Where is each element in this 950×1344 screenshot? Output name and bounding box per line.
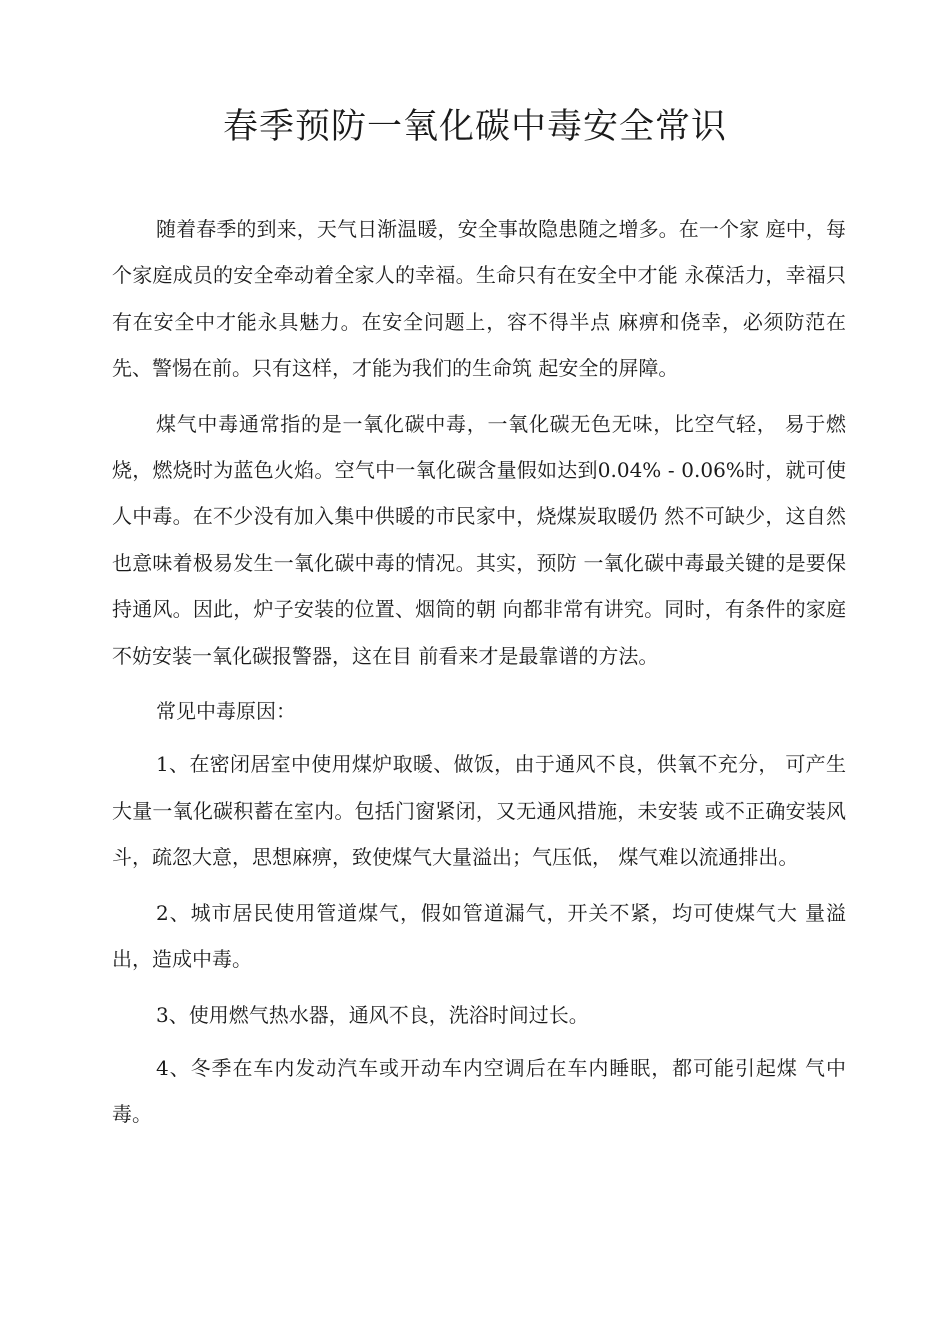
document-body [112,206,846,1147]
cause-item-4: 4、冬季在车内发动汽车或开动车内空调后在车内睡眠，都可能引起煤 气中毒。 [112,1055,846,1127]
section-heading-causes: 常见中毒原因： [156,699,296,724]
cause-item-3: 3、使用燃气热水器，通风不良，洗浴时间过长。 [156,1002,589,1027]
paragraph-co-poisoning: 煤气中毒通常指的是一氧化碳中毒，一氧化碳无色无味，比空气轻， 易于燃烧，燃烧时为蓝色火焰。空气中一氧化碳含量假如达到0.04% - 0.06%时，就可使人中毒。在不少没有加入集中供暖的市民家中，烧煤炭取暖仍 然不可缺少，这自然也意味着极易发生一氧化碳中毒的情况。其实，预防 一氧化碳中毒最关键的是要保持通风。因此，炉子安装的位置、烟筒的朝 向都非常有讲究。同时，有条件的家庭不妨安装一氧化碳报警器，这在目 前看来才是最靠谱的方法。 [112,411,846,668]
document-title: 春季预防一氧化碳中毒安全常识 [222,107,727,147]
cause-item-1: 1、在密闭居室中使用煤炉取暖、做饭，由于通风不良，供氧不充分， 可产生大量一氧化碳积蓄在室内。包括门窗紧闭，又无通风措施，未安装 或不正确安装风斗，疏忽大意，思想麻痹，致使煤气大量溢出；气压低， 煤气难以流通排出。 [112,752,846,870]
paragraph-intro: 随着春季的到来，天气日渐温暖，安全事故隐患随之增多。在一个家 庭中，每个家庭成员的安全牵动着全家人的幸福。生命只有在安全中才能 永葆活力，幸福只有在安全中才能永具魅力。在安全问题上，容不得半点 麻痹和侥幸，必须防范在先、警惕在前。只有这样，才能为我们的生命筑 起安全的屏障。 [112,217,846,381]
cause-item-2: 2、城市居民使用管道煤气，假如管道漏气，开关不紧，均可使煤气大 量溢出，造成中毒。 [112,900,846,972]
